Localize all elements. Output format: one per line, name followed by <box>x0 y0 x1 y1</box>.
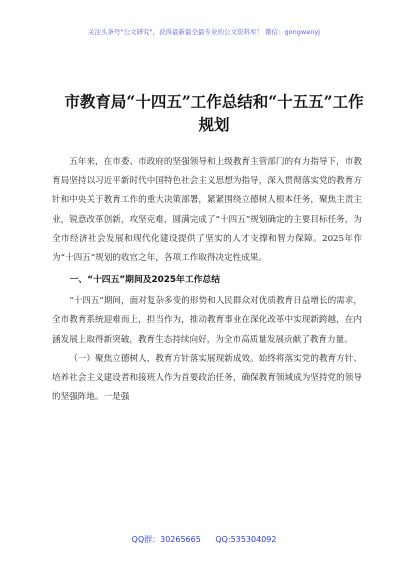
footer-qq: QQ:535304092 <box>215 535 277 544</box>
footer-qq-group: QQ群：30265665 <box>131 535 201 544</box>
intro-paragraph: 五年来，在市委、市政府的坚强领导和上级教育主管部门的有力指导下，市教育局坚持以习近平新时代中国特色社会主义思想为指导，深入贯彻落实党的教育方针和中央关于教育工作的重大决策部署，紧紧围绕立德树人根本任务，聚焦主责主业，锐意改革创新，攻坚克难，圆满完成了“十四五”规划确定的主要目标任务，为全市经济社会发展和现代化建设提供了坚实的人才支撑和智力保障。2025年作为“十四五”规划的收官之年，各项工作取得决定性成果。 <box>52 157 362 264</box>
document-title: 市教育局“十四五”工作总结和“十五五”工作规划 <box>64 92 364 134</box>
header-banner: 关注头条号"公文研究"，获得最新最全最专业的公文资料库！ 微信：gongwenyj <box>88 28 320 36</box>
section-paragraph: （一）聚焦立德树人，教育方针落实展现新成效。始终将落实党的教育方针、培养社会主义建设者和接班人作为首要政治任务，确保教育领域成为坚持党的领导的坚强阵地。一是强 <box>52 353 362 403</box>
section-heading: 一、“十四五”期间及2025年工作总结 <box>69 275 221 286</box>
section-paragraph: “十四五”期间，面对复杂多变的形势和人民群众对优质教育日益增长的需求，全市教育系统迎难而上，担当作为，推动教育事业在深化改革中实现新跨越，在内涵发展上取得新突破，教育生态持续向好，为全市高质量发展贡献了教育力量。 <box>52 296 362 345</box>
document-body <box>52 153 362 407</box>
footer-contact <box>0 534 408 545</box>
